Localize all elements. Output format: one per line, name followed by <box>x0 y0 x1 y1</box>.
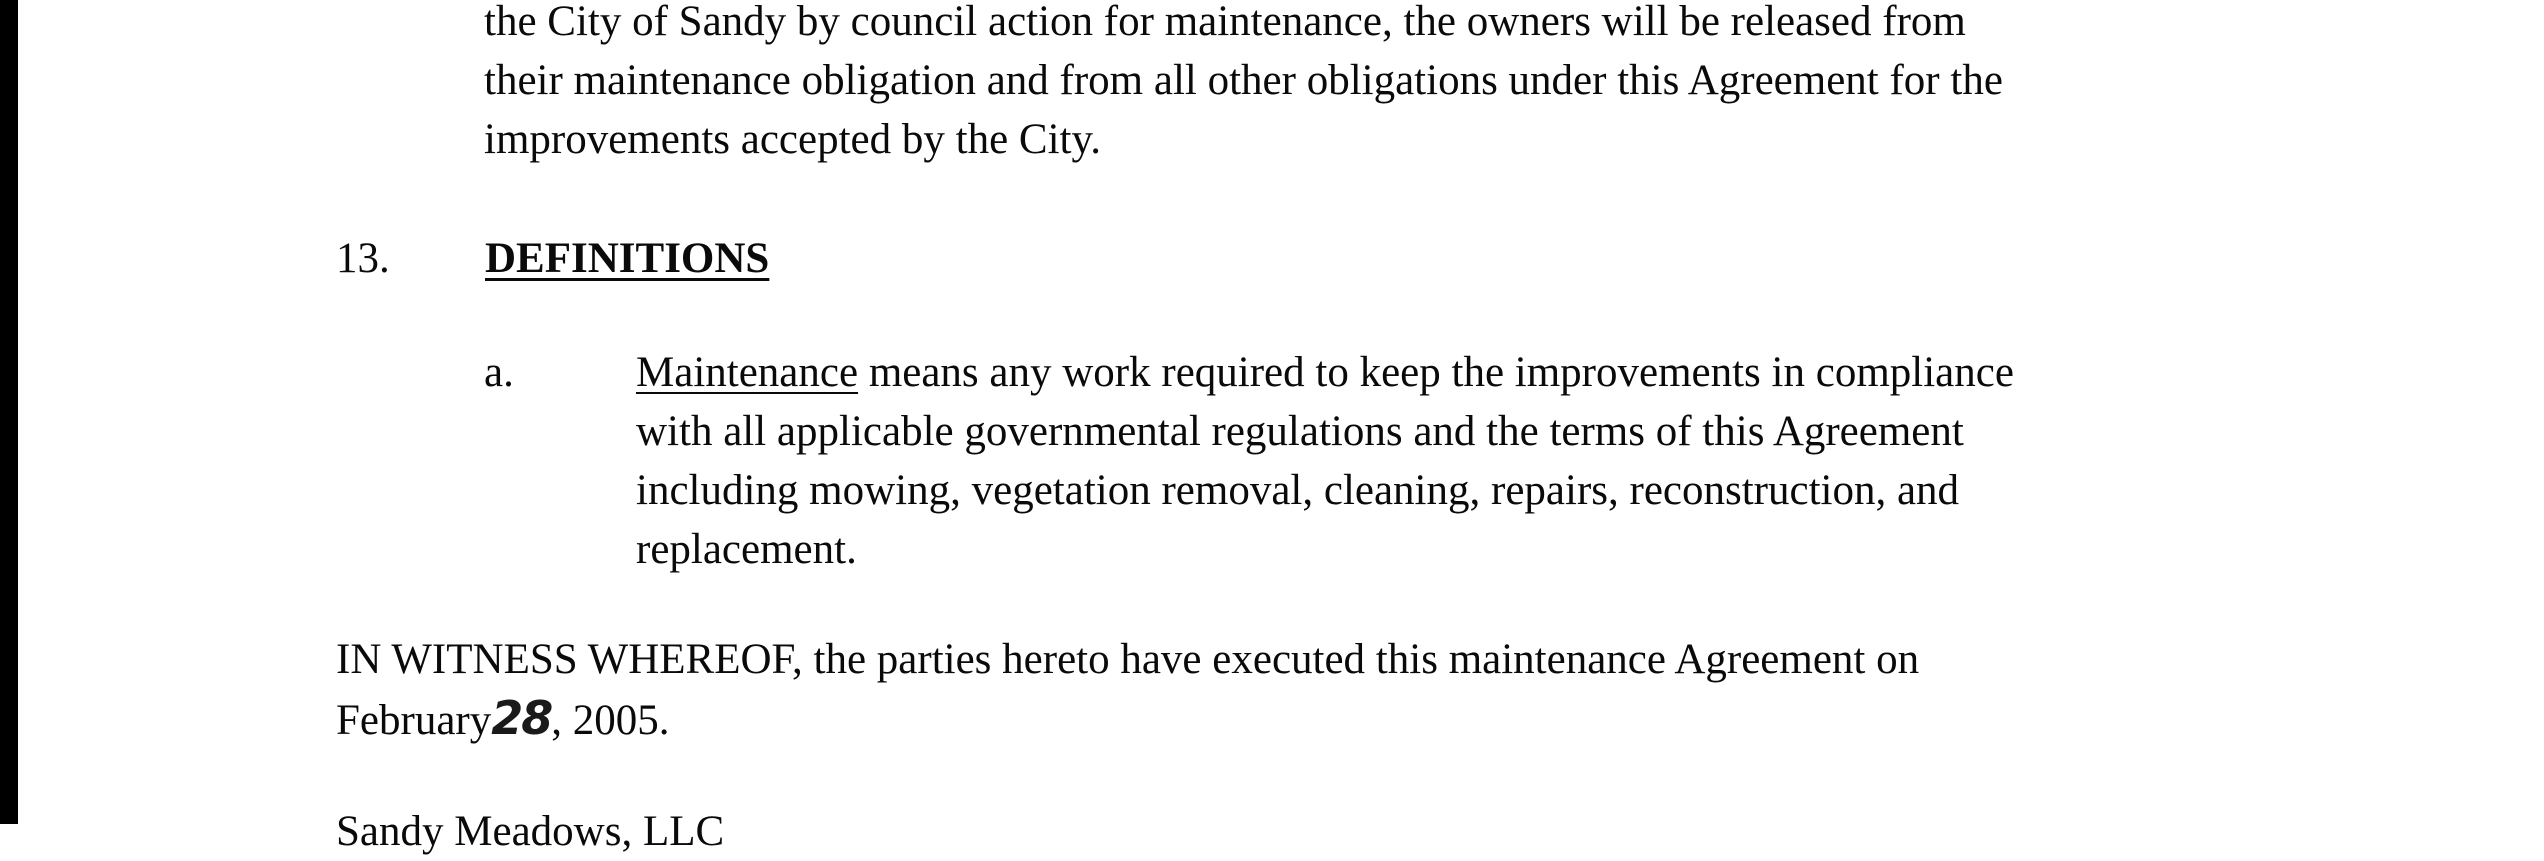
section-number: 13. <box>336 235 390 282</box>
witness-year: , 2005. <box>551 697 670 744</box>
witness-clause <box>336 630 1919 750</box>
witness-date-line <box>336 689 1919 750</box>
definition-first-line <box>636 343 2014 402</box>
top-paragraph-line: the City of Sandy by council action for maintenance, the owners will be released from <box>484 0 1966 45</box>
scan-left-edge-bar <box>0 0 18 824</box>
defined-term: Maintenance <box>636 349 859 396</box>
definition-item <box>636 343 2014 579</box>
top-paragraph <box>484 0 2003 169</box>
partial-signature-block-line: Sandy Meadows, LLC <box>336 808 725 855</box>
top-paragraph-line: improvements accepted by the City. <box>484 116 1101 163</box>
definition-line: replacement. <box>636 526 857 573</box>
item-letter: a. <box>484 349 514 396</box>
top-paragraph-line: their maintenance obligation and from all other obligations under this Agreement for the <box>484 57 2003 104</box>
witness-line: IN WITNESS WHEREOF, the parties hereto have executed this maintenance Agreement on <box>336 636 1920 683</box>
witness-month: February <box>336 697 492 744</box>
definition-line: with all applicable governmental regulations and the terms of this Agreement <box>636 408 1964 455</box>
section-heading: DEFINITIONS <box>485 235 770 282</box>
handwritten-day: 28 <box>491 691 552 745</box>
definition-first-line-rest: means any work required to keep the improvements in compliance <box>858 349 2014 396</box>
definition-line: including mowing, vegetation removal, cleaning, repairs, reconstruction, and <box>636 467 1960 514</box>
